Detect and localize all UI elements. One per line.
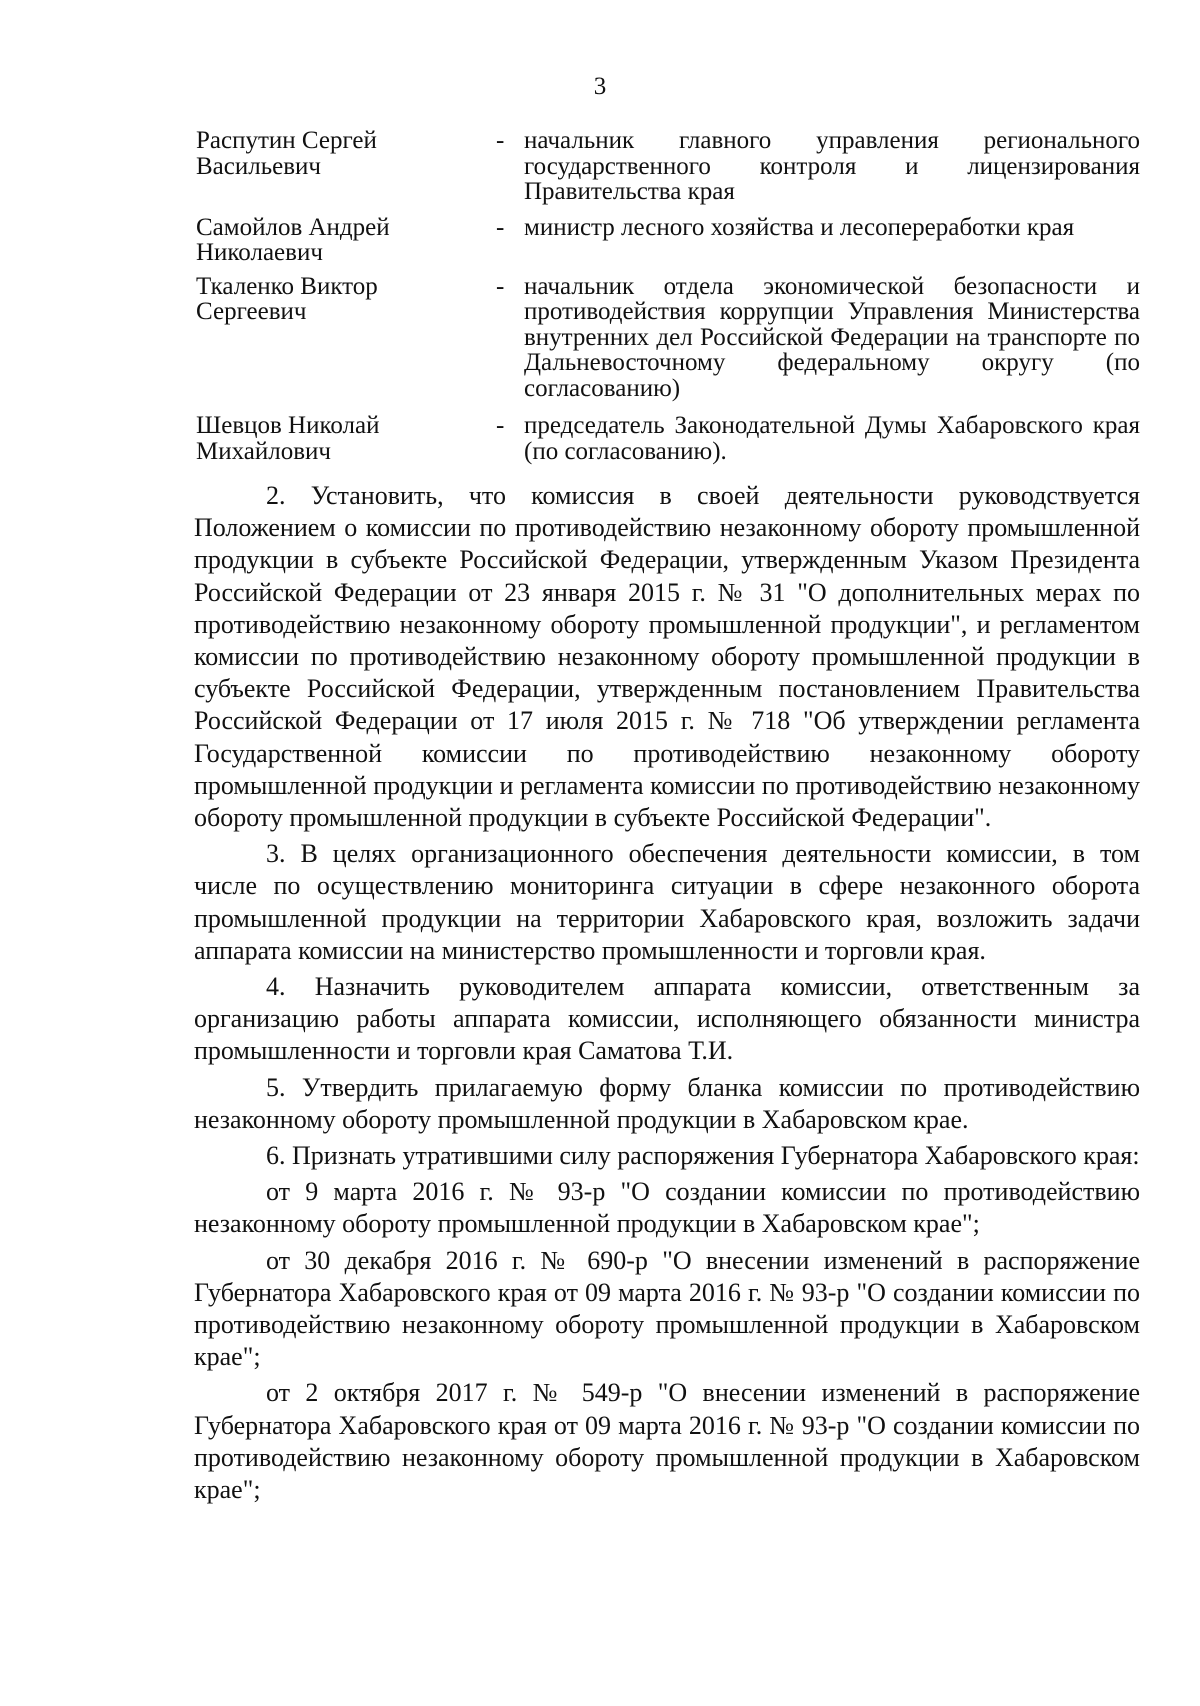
member-dash: - — [496, 272, 505, 300]
member-dash: - — [496, 127, 505, 154]
member-row — [196, 215, 1140, 266]
document-body — [194, 480, 1140, 1510]
paragraph-6: 6. Признать утратившими силу распоряжения Губернатора Хабаровского края: — [266, 1141, 1140, 1171]
repealed-order-3: от 2 октября 2017 г. № 549-р "О внесении изменений в распоряжение Губернатора Хабаровского края от 09 марта 2016 г. № 93-р "О создании комиссии по противодействию незаконному обороту промышленной продукции в Хабаровском крае"; — [194, 1378, 1140, 1505]
member-dash: - — [496, 412, 505, 439]
member-position: начальник главного управления регионального государственного контроля и лицензирования Правительства края — [524, 127, 1140, 205]
repealed-order-2: от 30 декабря 2016 г. № 690-р "О внесении изменений в распоряжение Губернатора Хабаровского края от 09 марта 2016 г. № 93-р "О создании комиссии по противодействию незаконному обороту промышленной продукции в Хабаровском крае"; — [194, 1245, 1140, 1372]
member-name: Ткаленко Виктор Сергеевич — [196, 272, 378, 325]
member-dash: - — [496, 213, 505, 241]
commission-members-list — [196, 128, 1140, 464]
member-position: председатель Законодательной Думы Хабаровского края (по согласованию). — [524, 412, 1140, 465]
paragraph-4: 4. Назначить руководителем аппарата комиссии, ответственным за организацию работы аппарата комиссии, исполняющего обязанности министра промышленности и торговли края Саматова Т.И. — [194, 972, 1140, 1066]
member-row — [196, 128, 1140, 205]
member-name: Шевцов Николай Михайлович — [196, 412, 380, 465]
paragraph-5: 5. Утвердить прилагаемую форму бланка комиссии по противодействию незаконному обороту промышленной продукции в Хабаровском крае. — [194, 1072, 1140, 1134]
member-row — [196, 274, 1140, 402]
member-name: Распутин Сергей Васильевич — [196, 127, 377, 180]
page-number: 3 — [593, 73, 607, 100]
member-position: министр лесного хозяйства и лесопереработки края — [524, 213, 1075, 241]
member-name: Самойлов Андрей Николаевич — [196, 213, 390, 266]
member-position: начальник отдела экономической безопасности и противодействия коррупции Управления Министерства внутренних дел Российской Федерации на транспорте по Дальневосточному федеральному округу (по согласованию) — [524, 272, 1140, 402]
repealed-order-1: от 9 марта 2016 г. № 93-р "О создании комиссии по противодействию незаконному обороту промышленной продукции в Хабаровском крае"; — [194, 1177, 1140, 1239]
member-row — [196, 413, 1140, 464]
paragraph-2: 2. Установить, что комиссия в своей деятельности руководствуется Положением о комиссии по противодействию незаконному обороту промышленной продукции в субъекте Российской Федерации, утвержденным Указом Президента Российской Федерации от 23 января 2015 г. № 31 "О дополнительных мерах по противодействию незаконному обороту промышленной продукции", и регламентом комиссии по противодействию незаконному обороту промышленной продукции в субъекте Российской Федерации, утвержденным постановлением Правительства Российской Федерации от 17 июля 2015 г. № 718 "Об утверждении регламента Государственной комиссии по противодействию незаконному обороту промышленной продукции и регламента комиссии по противодействию незаконному обороту промышленной продукции в субъекте Российской Федерации". — [194, 481, 1140, 833]
paragraph-3: 3. В целях организационного обеспечения деятельности комиссии, в том числе по осуществлению мониторинга ситуации в сфере незаконного оборота промышленной продукции на территории Хабаровского края, возложить задачи аппарата комиссии на министерство промышленности и торговли края. — [194, 839, 1140, 965]
